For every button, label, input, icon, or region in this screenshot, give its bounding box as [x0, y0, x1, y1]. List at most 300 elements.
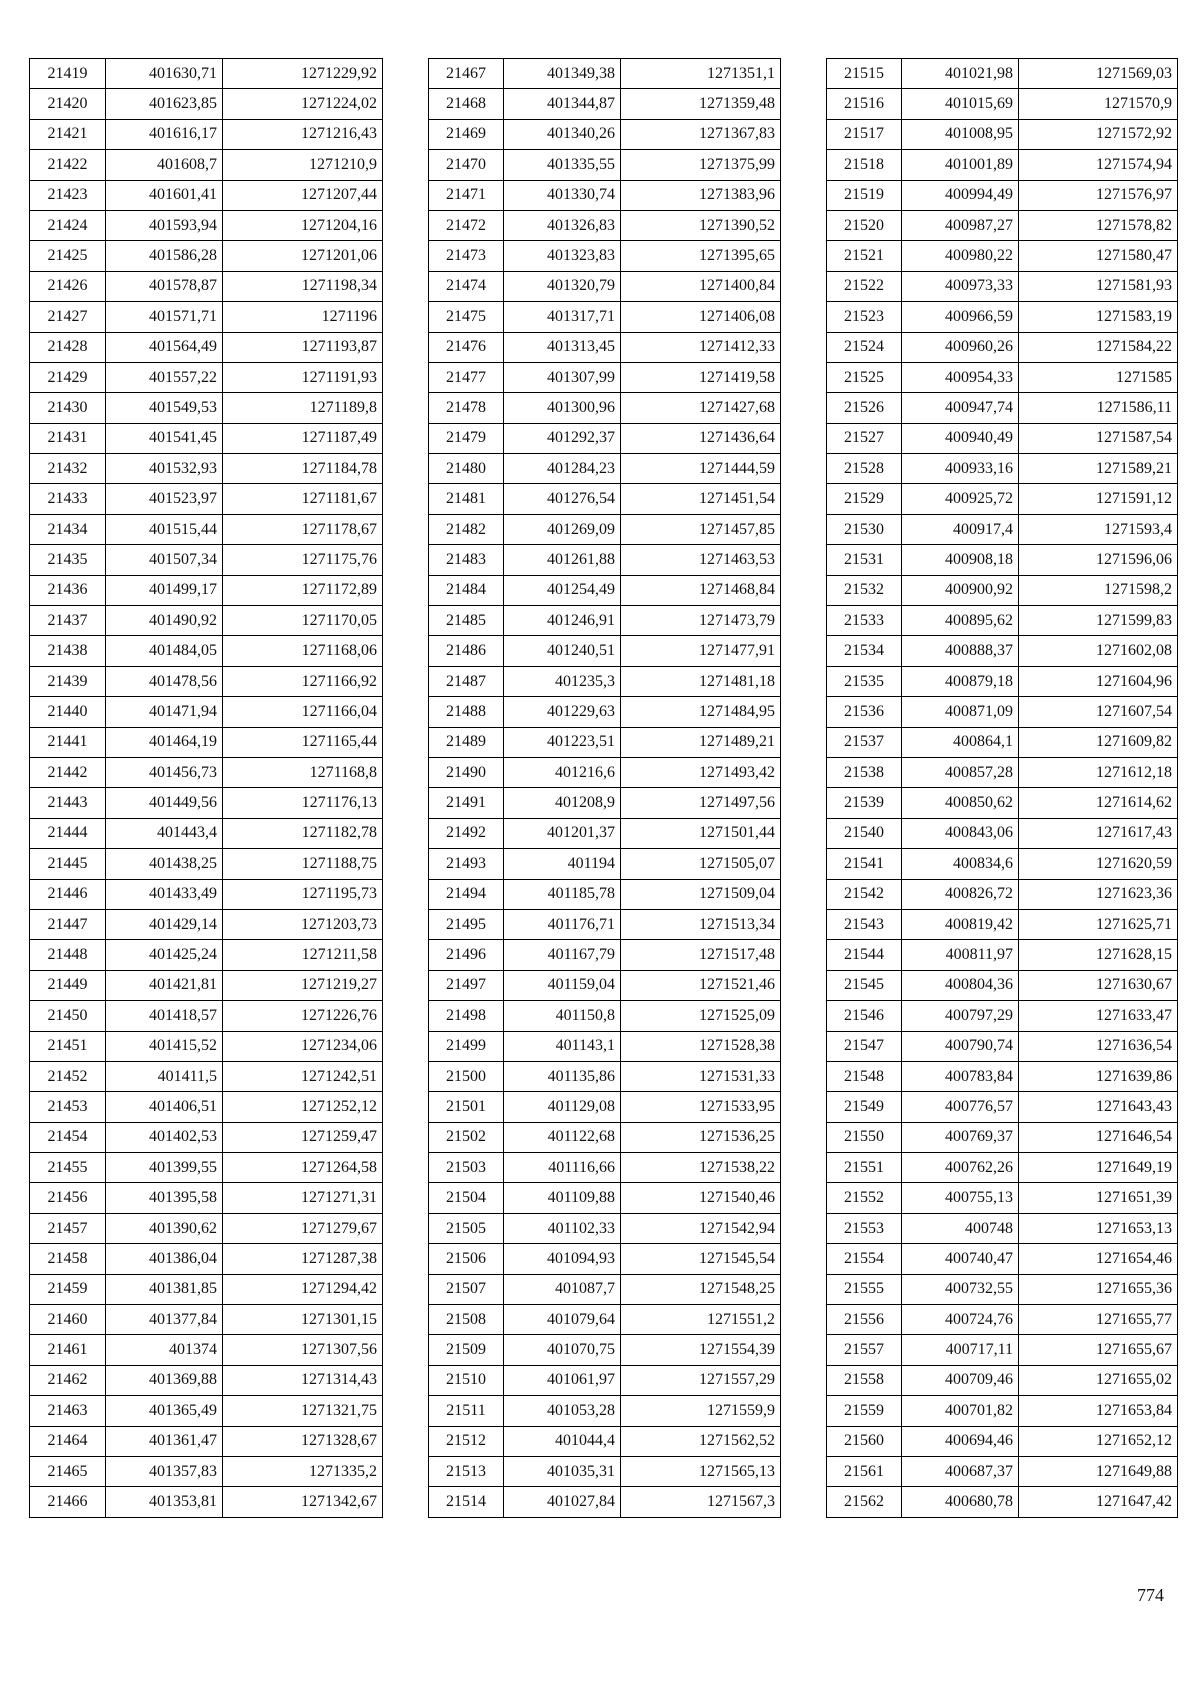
y-coordinate-cell: 1271351,1 — [621, 59, 781, 89]
table-row — [827, 119, 1178, 149]
point-number-cell: 21473 — [429, 241, 504, 271]
y-coordinate-cell: 1271569,03 — [1019, 59, 1178, 89]
table-row — [429, 393, 781, 423]
x-coordinate-cell: 401269,09 — [504, 514, 621, 544]
coordinate-table-body — [827, 59, 1178, 1518]
x-coordinate-cell: 401167,79 — [504, 940, 621, 970]
point-number-cell: 21520 — [827, 210, 902, 240]
x-coordinate-cell: 401135,86 — [504, 1061, 621, 1091]
x-coordinate-cell: 401586,28 — [106, 241, 223, 271]
y-coordinate-cell: 1271395,65 — [621, 241, 781, 271]
table-row — [827, 1487, 1178, 1517]
table-row — [827, 150, 1178, 180]
point-number-cell: 21440 — [30, 697, 106, 727]
x-coordinate-cell: 401471,94 — [106, 697, 223, 727]
point-number-cell: 21529 — [827, 484, 902, 514]
table-row — [30, 150, 383, 180]
point-number-cell: 21541 — [827, 849, 902, 879]
y-coordinate-cell: 1271477,91 — [621, 636, 781, 666]
table-row — [827, 545, 1178, 575]
x-coordinate-cell: 401464,19 — [106, 727, 223, 757]
table-row — [429, 1092, 781, 1122]
table-row — [429, 1061, 781, 1091]
point-number-cell: 21436 — [30, 575, 106, 605]
x-coordinate-cell: 400740,47 — [902, 1244, 1019, 1274]
coordinate-table-2 — [428, 58, 781, 1518]
table-row — [429, 1183, 781, 1213]
point-number-cell: 21479 — [429, 423, 504, 453]
y-coordinate-cell: 1271649,19 — [1019, 1153, 1178, 1183]
table-row — [429, 484, 781, 514]
x-coordinate-cell: 401216,6 — [504, 757, 621, 787]
point-number-cell: 21504 — [429, 1183, 504, 1213]
x-coordinate-cell: 400973,33 — [902, 271, 1019, 301]
table-row — [429, 1487, 781, 1517]
x-coordinate-cell: 400940,49 — [902, 423, 1019, 453]
table-row — [30, 1426, 383, 1456]
point-number-cell: 21452 — [30, 1061, 106, 1091]
table-row — [429, 940, 781, 970]
point-number-cell: 21507 — [429, 1274, 504, 1304]
x-coordinate-cell: 401395,58 — [106, 1183, 223, 1213]
x-coordinate-cell: 400783,84 — [902, 1061, 1019, 1091]
table-row — [429, 1244, 781, 1274]
x-coordinate-cell: 401557,22 — [106, 362, 223, 392]
y-coordinate-cell: 1271655,67 — [1019, 1335, 1178, 1365]
x-coordinate-cell: 401335,55 — [504, 150, 621, 180]
point-number-cell: 21545 — [827, 970, 902, 1000]
y-coordinate-cell: 1271166,04 — [223, 697, 383, 727]
x-coordinate-cell: 401035,31 — [504, 1456, 621, 1486]
point-number-cell: 21535 — [827, 666, 902, 696]
point-number-cell: 21543 — [827, 909, 902, 939]
point-number-cell: 21527 — [827, 423, 902, 453]
y-coordinate-cell: 1271226,76 — [223, 1001, 383, 1031]
table-row — [429, 970, 781, 1000]
y-coordinate-cell: 1271542,94 — [621, 1213, 781, 1243]
y-coordinate-cell: 1271501,44 — [621, 818, 781, 848]
table-row — [827, 697, 1178, 727]
point-number-cell: 21465 — [30, 1456, 106, 1486]
table-row — [429, 1396, 781, 1426]
x-coordinate-cell: 401070,75 — [504, 1335, 621, 1365]
point-number-cell: 21423 — [30, 180, 106, 210]
table-row — [30, 1305, 383, 1335]
y-coordinate-cell: 1271584,22 — [1019, 332, 1178, 362]
point-number-cell: 21515 — [827, 59, 902, 89]
point-number-cell: 21458 — [30, 1244, 106, 1274]
table-row — [30, 514, 383, 544]
y-coordinate-cell: 1271400,84 — [621, 271, 781, 301]
x-coordinate-cell: 401608,7 — [106, 150, 223, 180]
y-coordinate-cell: 1271649,88 — [1019, 1456, 1178, 1486]
x-coordinate-cell: 400834,6 — [902, 849, 1019, 879]
table-row — [429, 545, 781, 575]
table-row — [827, 1335, 1178, 1365]
point-number-cell: 21461 — [30, 1335, 106, 1365]
table-row — [827, 788, 1178, 818]
table-row — [429, 879, 781, 909]
y-coordinate-cell: 1271229,92 — [223, 59, 383, 89]
x-coordinate-cell: 401357,83 — [106, 1456, 223, 1486]
y-coordinate-cell: 1271493,42 — [621, 757, 781, 787]
x-coordinate-cell: 401330,74 — [504, 180, 621, 210]
point-number-cell: 21517 — [827, 119, 902, 149]
x-coordinate-cell: 401320,79 — [504, 271, 621, 301]
table-row — [827, 849, 1178, 879]
x-coordinate-cell: 401386,04 — [106, 1244, 223, 1274]
y-coordinate-cell: 1271367,83 — [621, 119, 781, 149]
x-coordinate-cell: 401616,17 — [106, 119, 223, 149]
y-coordinate-cell: 1271204,16 — [223, 210, 383, 240]
table-row — [429, 606, 781, 636]
x-coordinate-cell: 400687,37 — [902, 1456, 1019, 1486]
y-coordinate-cell: 1271633,47 — [1019, 1001, 1178, 1031]
y-coordinate-cell: 1271203,73 — [223, 909, 383, 939]
y-coordinate-cell: 1271427,68 — [621, 393, 781, 423]
table-row — [30, 1153, 383, 1183]
point-number-cell: 21456 — [30, 1183, 106, 1213]
x-coordinate-cell: 401229,63 — [504, 697, 621, 727]
y-coordinate-cell: 1271198,34 — [223, 271, 383, 301]
point-number-cell: 21459 — [30, 1274, 106, 1304]
x-coordinate-cell: 400871,09 — [902, 697, 1019, 727]
y-coordinate-cell: 1271581,93 — [1019, 271, 1178, 301]
x-coordinate-cell: 401102,33 — [504, 1213, 621, 1243]
x-coordinate-cell: 401044,4 — [504, 1426, 621, 1456]
y-coordinate-cell: 1271259,47 — [223, 1122, 383, 1152]
x-coordinate-cell: 400755,13 — [902, 1183, 1019, 1213]
x-coordinate-cell: 400680,78 — [902, 1487, 1019, 1517]
y-coordinate-cell: 1271342,67 — [223, 1487, 383, 1517]
x-coordinate-cell: 401284,23 — [504, 454, 621, 484]
coordinate-table-3 — [826, 58, 1178, 1518]
table-row — [30, 1274, 383, 1304]
x-coordinate-cell: 401021,98 — [902, 59, 1019, 89]
x-coordinate-cell: 401353,81 — [106, 1487, 223, 1517]
y-coordinate-cell: 1271513,34 — [621, 909, 781, 939]
x-coordinate-cell: 401240,51 — [504, 636, 621, 666]
y-coordinate-cell: 1271639,86 — [1019, 1061, 1178, 1091]
point-number-cell: 21544 — [827, 940, 902, 970]
page-number: 774 — [1137, 1585, 1164, 1605]
table-row — [30, 757, 383, 787]
table-row — [827, 180, 1178, 210]
point-number-cell: 21559 — [827, 1396, 902, 1426]
y-coordinate-cell: 1271451,54 — [621, 484, 781, 514]
x-coordinate-cell: 400900,92 — [902, 575, 1019, 605]
point-number-cell: 21550 — [827, 1122, 902, 1152]
x-coordinate-cell: 401254,49 — [504, 575, 621, 605]
point-number-cell: 21532 — [827, 575, 902, 605]
y-coordinate-cell: 1271224,02 — [223, 89, 383, 119]
x-coordinate-cell: 401549,53 — [106, 393, 223, 423]
x-coordinate-cell: 401159,04 — [504, 970, 621, 1000]
point-number-cell: 21528 — [827, 454, 902, 484]
point-number-cell: 21502 — [429, 1122, 504, 1152]
y-coordinate-cell: 1271406,08 — [621, 302, 781, 332]
point-number-cell: 21508 — [429, 1305, 504, 1335]
y-coordinate-cell: 1271602,08 — [1019, 636, 1178, 666]
point-number-cell: 21546 — [827, 1001, 902, 1031]
table-row — [429, 1153, 781, 1183]
table-row — [429, 1122, 781, 1152]
point-number-cell: 21476 — [429, 332, 504, 362]
x-coordinate-cell: 401429,14 — [106, 909, 223, 939]
y-coordinate-cell: 1271188,75 — [223, 849, 383, 879]
point-number-cell: 21431 — [30, 423, 106, 453]
table-row — [827, 1365, 1178, 1395]
x-coordinate-cell: 401415,52 — [106, 1031, 223, 1061]
y-coordinate-cell: 1271620,59 — [1019, 849, 1178, 879]
y-coordinate-cell: 1271242,51 — [223, 1061, 383, 1091]
x-coordinate-cell: 401499,17 — [106, 575, 223, 605]
point-number-cell: 21526 — [827, 393, 902, 423]
table-row — [429, 636, 781, 666]
table-row — [429, 697, 781, 727]
y-coordinate-cell: 1271279,67 — [223, 1213, 383, 1243]
point-number-cell: 21463 — [30, 1396, 106, 1426]
point-number-cell: 21486 — [429, 636, 504, 666]
y-coordinate-cell: 1271184,78 — [223, 454, 383, 484]
table-row — [827, 575, 1178, 605]
y-coordinate-cell: 1271655,02 — [1019, 1365, 1178, 1395]
x-coordinate-cell: 401399,55 — [106, 1153, 223, 1183]
y-coordinate-cell: 1271489,21 — [621, 727, 781, 757]
y-coordinate-cell: 1271625,71 — [1019, 909, 1178, 939]
point-number-cell: 21547 — [827, 1031, 902, 1061]
y-coordinate-cell: 1271562,52 — [621, 1426, 781, 1456]
table-row — [30, 1001, 383, 1031]
table-row — [827, 1122, 1178, 1152]
table-row — [827, 362, 1178, 392]
point-number-cell: 21445 — [30, 849, 106, 879]
point-number-cell: 21506 — [429, 1244, 504, 1274]
y-coordinate-cell: 1271271,31 — [223, 1183, 383, 1213]
point-number-cell: 21485 — [429, 606, 504, 636]
y-coordinate-cell: 1271538,22 — [621, 1153, 781, 1183]
point-number-cell: 21537 — [827, 727, 902, 757]
x-coordinate-cell: 401027,84 — [504, 1487, 621, 1517]
y-coordinate-cell: 1271182,78 — [223, 818, 383, 848]
x-coordinate-cell: 401122,68 — [504, 1122, 621, 1152]
y-coordinate-cell: 1271463,53 — [621, 545, 781, 575]
table-row — [429, 423, 781, 453]
point-number-cell: 21495 — [429, 909, 504, 939]
table-row — [429, 788, 781, 818]
x-coordinate-cell: 401116,66 — [504, 1153, 621, 1183]
table-row — [827, 909, 1178, 939]
table-row — [827, 818, 1178, 848]
x-coordinate-cell: 401406,51 — [106, 1092, 223, 1122]
y-coordinate-cell: 1271604,96 — [1019, 666, 1178, 696]
point-number-cell: 21497 — [429, 970, 504, 1000]
x-coordinate-cell: 401340,26 — [504, 119, 621, 149]
x-coordinate-cell: 400987,27 — [902, 210, 1019, 240]
x-coordinate-cell: 401201,37 — [504, 818, 621, 848]
y-coordinate-cell: 1271294,42 — [223, 1274, 383, 1304]
point-number-cell: 21469 — [429, 119, 504, 149]
y-coordinate-cell: 1271390,52 — [621, 210, 781, 240]
y-coordinate-cell: 1271191,93 — [223, 362, 383, 392]
x-coordinate-cell: 401593,94 — [106, 210, 223, 240]
point-number-cell: 21540 — [827, 818, 902, 848]
x-coordinate-cell: 401443,4 — [106, 818, 223, 848]
x-coordinate-cell: 401418,57 — [106, 1001, 223, 1031]
x-coordinate-cell: 400826,72 — [902, 879, 1019, 909]
table-row — [30, 271, 383, 301]
point-number-cell: 21484 — [429, 575, 504, 605]
x-coordinate-cell: 401541,45 — [106, 423, 223, 453]
point-number-cell: 21542 — [827, 879, 902, 909]
y-coordinate-cell: 1271646,54 — [1019, 1122, 1178, 1152]
table-row — [30, 970, 383, 1000]
point-number-cell: 21521 — [827, 241, 902, 271]
x-coordinate-cell: 401490,92 — [106, 606, 223, 636]
x-coordinate-cell: 400843,06 — [902, 818, 1019, 848]
y-coordinate-cell: 1271505,07 — [621, 849, 781, 879]
table-row — [429, 1001, 781, 1031]
x-coordinate-cell: 401313,45 — [504, 332, 621, 362]
x-coordinate-cell: 400966,59 — [902, 302, 1019, 332]
y-coordinate-cell: 1271533,95 — [621, 1092, 781, 1122]
point-number-cell: 21453 — [30, 1092, 106, 1122]
point-number-cell: 21478 — [429, 393, 504, 423]
table-row — [429, 514, 781, 544]
table-row — [827, 1305, 1178, 1335]
x-coordinate-cell: 401478,56 — [106, 666, 223, 696]
coordinate-table-body — [429, 59, 781, 1518]
y-coordinate-cell: 1271591,12 — [1019, 484, 1178, 514]
x-coordinate-cell: 400850,62 — [902, 788, 1019, 818]
y-coordinate-cell: 1271576,97 — [1019, 180, 1178, 210]
table-row — [429, 818, 781, 848]
point-number-cell: 21464 — [30, 1426, 106, 1456]
x-coordinate-cell: 401326,83 — [504, 210, 621, 240]
y-coordinate-cell: 1271536,25 — [621, 1122, 781, 1152]
table-row — [30, 697, 383, 727]
point-number-cell: 21455 — [30, 1153, 106, 1183]
x-coordinate-cell: 401564,49 — [106, 332, 223, 362]
y-coordinate-cell: 1271655,36 — [1019, 1274, 1178, 1304]
x-coordinate-cell: 400947,74 — [902, 393, 1019, 423]
x-coordinate-cell: 401507,34 — [106, 545, 223, 575]
table-row — [429, 1456, 781, 1486]
x-coordinate-cell: 401223,51 — [504, 727, 621, 757]
point-number-cell: 21457 — [30, 1213, 106, 1243]
table-row — [827, 210, 1178, 240]
table-row — [827, 332, 1178, 362]
y-coordinate-cell: 1271548,25 — [621, 1274, 781, 1304]
point-number-cell: 21428 — [30, 332, 106, 362]
table-row — [30, 1456, 383, 1486]
table-row — [429, 1365, 781, 1395]
x-coordinate-cell: 401109,88 — [504, 1183, 621, 1213]
point-number-cell: 21421 — [30, 119, 106, 149]
x-coordinate-cell: 401623,85 — [106, 89, 223, 119]
x-coordinate-cell: 400724,76 — [902, 1305, 1019, 1335]
y-coordinate-cell: 1271168,8 — [223, 757, 383, 787]
point-number-cell: 21514 — [429, 1487, 504, 1517]
y-coordinate-cell: 1271580,47 — [1019, 241, 1178, 271]
point-number-cell: 21448 — [30, 940, 106, 970]
table-row — [827, 484, 1178, 514]
point-number-cell: 21531 — [827, 545, 902, 575]
point-number-cell: 21549 — [827, 1092, 902, 1122]
x-coordinate-cell: 401571,71 — [106, 302, 223, 332]
table-row — [827, 940, 1178, 970]
table-row — [429, 210, 781, 240]
point-number-cell: 21516 — [827, 89, 902, 119]
y-coordinate-cell: 1271643,43 — [1019, 1092, 1178, 1122]
table-row — [30, 362, 383, 392]
table-row — [30, 606, 383, 636]
point-number-cell: 21518 — [827, 150, 902, 180]
point-number-cell: 21534 — [827, 636, 902, 666]
table-row — [429, 1213, 781, 1243]
point-number-cell: 21443 — [30, 788, 106, 818]
table-row — [827, 1031, 1178, 1061]
x-coordinate-cell: 401246,91 — [504, 606, 621, 636]
table-row — [30, 1396, 383, 1426]
y-coordinate-cell: 1271375,99 — [621, 150, 781, 180]
y-coordinate-cell: 1271617,43 — [1019, 818, 1178, 848]
x-coordinate-cell: 401079,64 — [504, 1305, 621, 1335]
point-number-cell: 21449 — [30, 970, 106, 1000]
x-coordinate-cell: 401300,96 — [504, 393, 621, 423]
table-row — [30, 1061, 383, 1091]
x-coordinate-cell: 401601,41 — [106, 180, 223, 210]
point-number-cell: 21522 — [827, 271, 902, 301]
point-number-cell: 21533 — [827, 606, 902, 636]
x-coordinate-cell: 401433,49 — [106, 879, 223, 909]
table-row — [30, 59, 383, 89]
y-coordinate-cell: 1271599,83 — [1019, 606, 1178, 636]
y-coordinate-cell: 1271412,33 — [621, 332, 781, 362]
point-number-cell: 21501 — [429, 1092, 504, 1122]
table-row — [30, 454, 383, 484]
x-coordinate-cell: 401001,89 — [902, 150, 1019, 180]
x-coordinate-cell: 401208,9 — [504, 788, 621, 818]
point-number-cell: 21470 — [429, 150, 504, 180]
table-row — [429, 757, 781, 787]
x-coordinate-cell: 400701,82 — [902, 1396, 1019, 1426]
x-coordinate-cell: 400879,18 — [902, 666, 1019, 696]
x-coordinate-cell: 401484,05 — [106, 636, 223, 666]
point-number-cell: 21553 — [827, 1213, 902, 1243]
table-row — [827, 514, 1178, 544]
point-number-cell: 21447 — [30, 909, 106, 939]
table-row — [429, 150, 781, 180]
y-coordinate-cell: 1271210,9 — [223, 150, 383, 180]
point-number-cell: 21536 — [827, 697, 902, 727]
table-row — [429, 332, 781, 362]
table-row — [429, 362, 781, 392]
y-coordinate-cell: 1271567,3 — [621, 1487, 781, 1517]
y-coordinate-cell: 1271314,43 — [223, 1365, 383, 1395]
point-number-cell: 21462 — [30, 1365, 106, 1395]
table-row — [827, 1153, 1178, 1183]
y-coordinate-cell: 1271175,76 — [223, 545, 383, 575]
table-row — [429, 119, 781, 149]
y-coordinate-cell: 1271586,11 — [1019, 393, 1178, 423]
point-number-cell: 21489 — [429, 727, 504, 757]
point-number-cell: 21496 — [429, 940, 504, 970]
point-number-cell: 21444 — [30, 818, 106, 848]
x-coordinate-cell: 401292,37 — [504, 423, 621, 453]
table-row — [827, 1274, 1178, 1304]
point-number-cell: 21488 — [429, 697, 504, 727]
